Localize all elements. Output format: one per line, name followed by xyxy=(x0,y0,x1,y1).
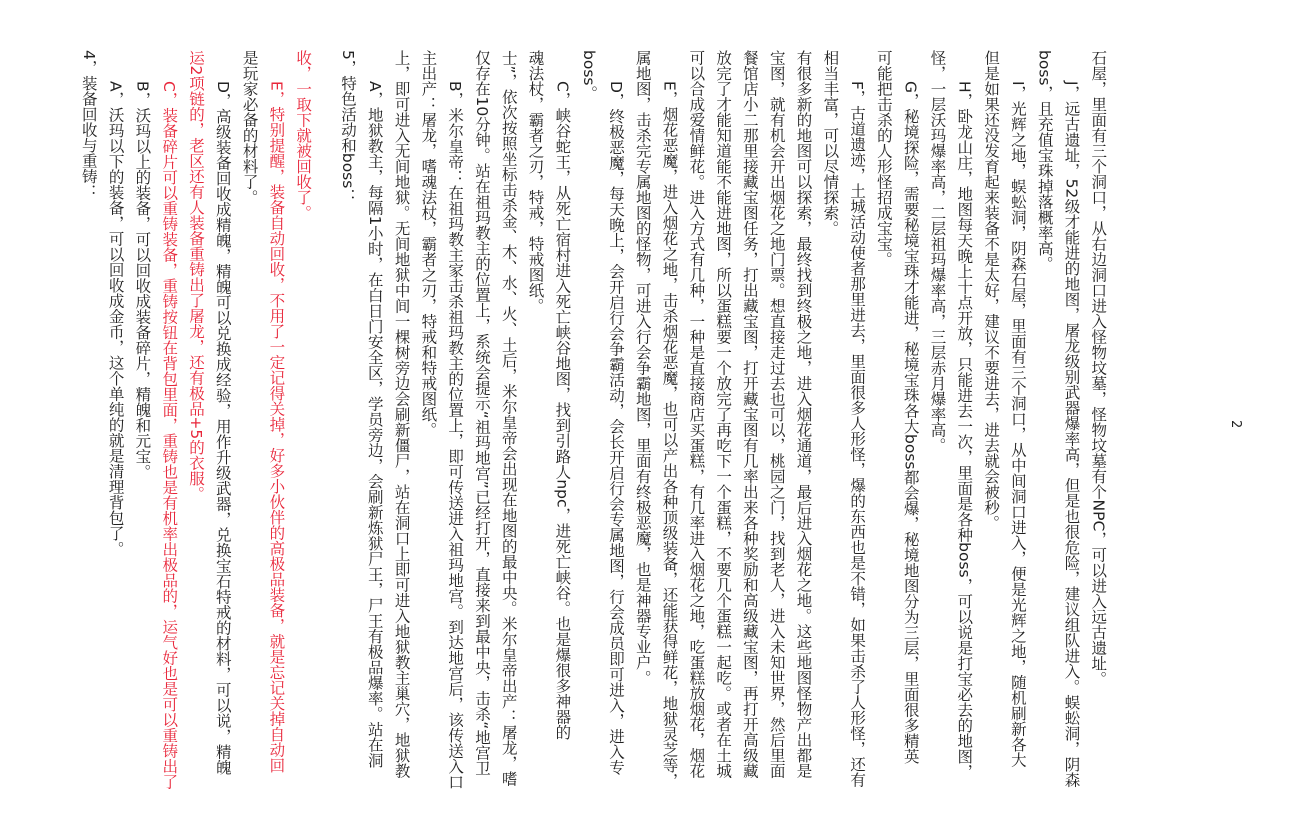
section-4-item-e: E，特别提醒，装备自动回收，不用了一定记得关掉，好多小伙伴的高极品装备，就是忘记关掉自动回收，一取下就被回收了。 xyxy=(267,50,313,773)
section-5-item-h: H，卧龙山庄，地图每天晚上十点开放，只能进去一次，里面是各种boss，可以说是打宝必去的地图，但是如果还没发育起来装备不是太好，建议不要进去，进去就会被秒。 xyxy=(955,50,1001,780)
section-5-item-i: I，光辉之地，蜈蚣洞，阴森石屋，里面有三个洞口，从中间洞口进入，便是光辉之地，随机刷新各大boss，且充值宝珠掉落概率高。 xyxy=(1008,50,1054,768)
section-4-item-b: B，沃玛以上的装备，可以回收成装备碎片，精魄和元宝。 xyxy=(133,81,152,480)
section-5-item-g: G，秘境探险，需要秘境宝珠才能进，秘境宝珠各大boss都会爆，秘境地图分为三层，里面很多精英怪，一层沃玛爆率高，二层祖玛爆率高，三层赤月爆率高。 xyxy=(901,50,947,764)
section-5-item-b: B，米尔皇帝：在祖玛教主家击杀祖玛教主的位置上，即可传送进入祖玛地宫。到达地宫后，该传送入口仅存在10分钟。站在祖玛教主的位置上，系统会提示“祖玛地宫”已经打开，直接来到最中央，击杀“地宫卫士”，依次按照坐标击杀金、木、水、火、土后，米尔皇帝会出现在地图的最中央。米尔皇帝出产：屠龙，嗜魂法杖，霸者之刃，特戒，特戒图纸。 xyxy=(446,50,545,790)
section-5-item-f: F，古道遗迹，土城活动使者那里进去，里面很多人形怪，爆的东西也是不错，如果击杀了人形怪，还有可能把击杀的人形怪招成宝宝。 xyxy=(848,50,893,788)
section-5-item-e: E，烟花恶魔，进入烟花之地，击杀烟花恶魔，也可以产出各种顶级装备，还能获得鲜花，地狱灵芝等，可以合成爱情鲜花。进入方式有几种，一种是直接商店买蛋糕，有几率进入烟花之地，吃蛋糕放烟花，烟花放完了才能知道能不能进地图，所以蛋糕要一个放完了再吃下一个蛋糕，不要几个蛋糕一起吃。或者在土城餐馆店小二那里接藏宝图任务，打出藏宝图，打开藏宝图有几率出来各种奖励和高级藏宝图，再打开高级藏宝图，就有机会开出烟花之地门票。想直接走过去也可以，桃园之门，找到老人，进入未知世界，然后里面有很多新的地图可以探索，最终找到终极之地，进入烟花通道，最后进入烟花之地。这些地图怪物产出都是相当丰富，可以尽情探索。 xyxy=(660,50,840,789)
section-5-item-a: A，地狱教主，每隔1小时，在白日门安全区，学员旁边，会刷新炼狱尸王，尸王有极品爆率。站在洞上，即可进入无间地狱。无间地狱中间一棵树旁边会刷新僵尸，站在洞口上即可进入地狱教主巢穴，地狱教主出产：屠龙，嗜魂法杖，霸者之刃，特戒和特戒图纸。 xyxy=(365,50,438,779)
section-4-title: 4，装备回收与重铸： xyxy=(79,50,98,200)
section-4-item-c: C，装备碎片可以重铸装备，重铸按钮在背包里面，重铸也是有机率出极品的，运气好也是可以重铸出了运2项链的，老区还有人装备重铸出了屠龙，还有极品+5的衣服。 xyxy=(160,50,205,790)
section-5-item-c: C，峡谷蛇王，从死亡宿村进入死亡峡谷地图，找到引路人npc，进死亡峡谷。也是爆很多神器的boss。 xyxy=(553,50,599,741)
section-5-item-j: J，远古遗址，52级才能进的地图，屠龙级别武器爆率高，但是也很危险，建议组队进入。蜈蚣洞，阴森石屋，里面有三个洞口，从右边洞口进入怪物坟墓，怪物坟墓有个NPC，可以进入远古遗址。 xyxy=(1062,50,1108,788)
page-number: 2 xyxy=(1228,420,1243,429)
vertical-text-body xyxy=(75,50,1108,790)
section-4-item-a: A，沃玛以下的装备，可以回收成金币，这个单纯的就是清理背包了。 xyxy=(106,81,125,557)
section-4-item-d: D，高级装备回收成精魄，精魄可以兑换成经验，用作升级武器，兑换宝石特戒的材料，可以说，精魄是玩家必备的材料了。 xyxy=(213,50,259,775)
section-5-item-d: D，终极恶魔，每天晚上，会开启行会争霸活动，会长开启行会专属地图，行会成员即可进入，进入专属地图，击杀完专属地图的怪物，可进入行会争霸地图，里面有终极恶魔，也是神器专业户。 xyxy=(606,50,652,775)
section-5-title: 5，特色活动和boss： xyxy=(338,50,357,204)
